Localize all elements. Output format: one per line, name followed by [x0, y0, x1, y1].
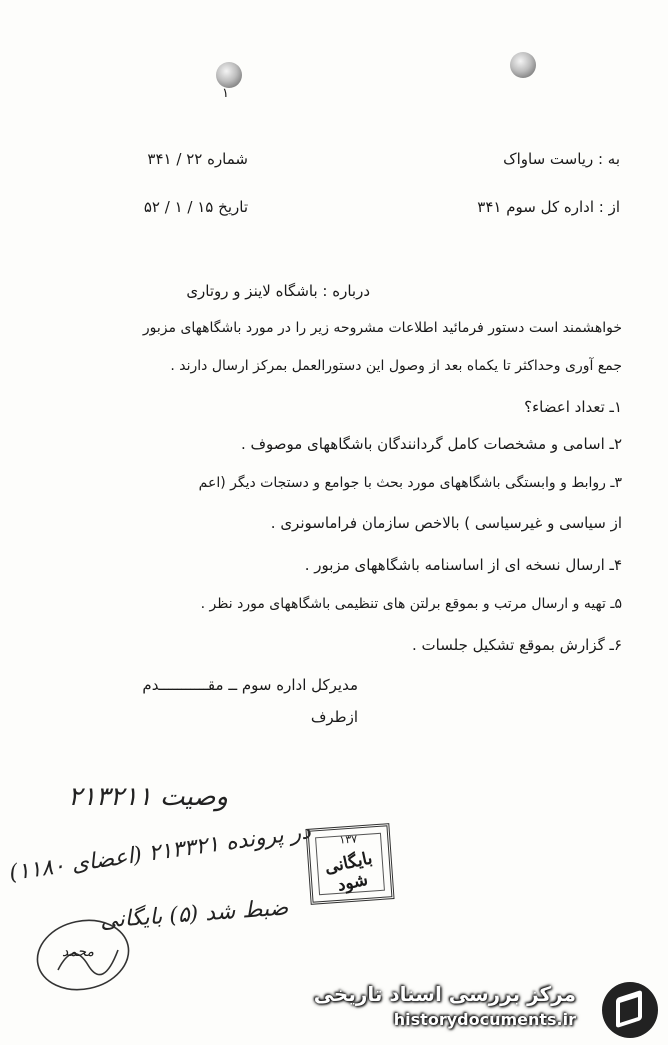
document-logo-icon [602, 982, 658, 1038]
signature-sub: ازطرف [310, 708, 358, 726]
page-mark: ۱ [222, 86, 229, 101]
list-item-2: ۲ـ اسامی و مشخصات کامل گردانندگان باشگاههای موصوف . [240, 435, 622, 453]
to-line: به : ریاست ساواک [503, 150, 620, 168]
list-item-5: ۵ـ تهیه و ارسال مرتب و بموقع برلتن های تنظیمی باشگاههای مورد نظر . [200, 596, 622, 612]
paragraph-1: خواهشمند است دستور فرمائید اطلاعات مشروحه زیر را در مورد باشگاههای مزبور [142, 320, 622, 336]
punch-hole-right [510, 52, 536, 78]
watermark-url: historydocuments.ir [393, 1010, 576, 1029]
list-item-3: ۳ـ روابط و وابستگی باشگاههای مورد بحث با جوامع و دستجات دیگر (اعم [198, 475, 622, 491]
stamp-text: بایگانی شود [322, 848, 375, 896]
stamp-number: ۱۳۷ [338, 832, 358, 847]
subject-line: درباره : باشگاه لاینز و روتاری [186, 282, 370, 300]
handwritten-note-3: ضبط شد (۵) بایگانی [99, 895, 290, 934]
list-item-4: ۴ـ ارسال نسخه ای از اساسنامه باشگاههای مزبور . [304, 556, 622, 574]
handwritten-initials: محمد [62, 944, 94, 960]
number-line: شماره ۲۲ / ۳۴۱ [147, 150, 248, 168]
watermark-title: مرکز بررسی اسناد تاریخی [313, 982, 576, 1006]
paragraph-2: جمع آوری وحداکثر تا یکماه بعد از وصول این دستورالعمل بمرکز ارسال دارند . [170, 358, 622, 374]
punch-hole-left [216, 62, 242, 88]
watermark [0, 968, 668, 1045]
handwritten-note-2: در پرونده ۲۱۳۳۲۱ (اعضای ۱۱۸۰) [7, 818, 313, 887]
archive-stamp [305, 823, 394, 905]
signature-line: مدیرکل اداره سوم ــ مقـــــــــــدم [142, 676, 358, 694]
list-item-6: ۶ـ گزارش بموقع تشکیل جلسات . [412, 636, 622, 654]
list-item-3-cont: از سیاسی و غیرسیاسی ) بالاخص سازمان فراماسونری . [270, 514, 622, 532]
from-line: از : اداره کل سوم ۳۴۱ [477, 198, 620, 216]
handwritten-note-1: وصیت ۲۱۳۲۱۱ [68, 782, 229, 812]
date-line: تاریخ ۱۵ / ۱ / ۵۲ [143, 198, 248, 216]
list-item-1: ۱ـ تعداد اعضاء؟ [524, 398, 622, 416]
